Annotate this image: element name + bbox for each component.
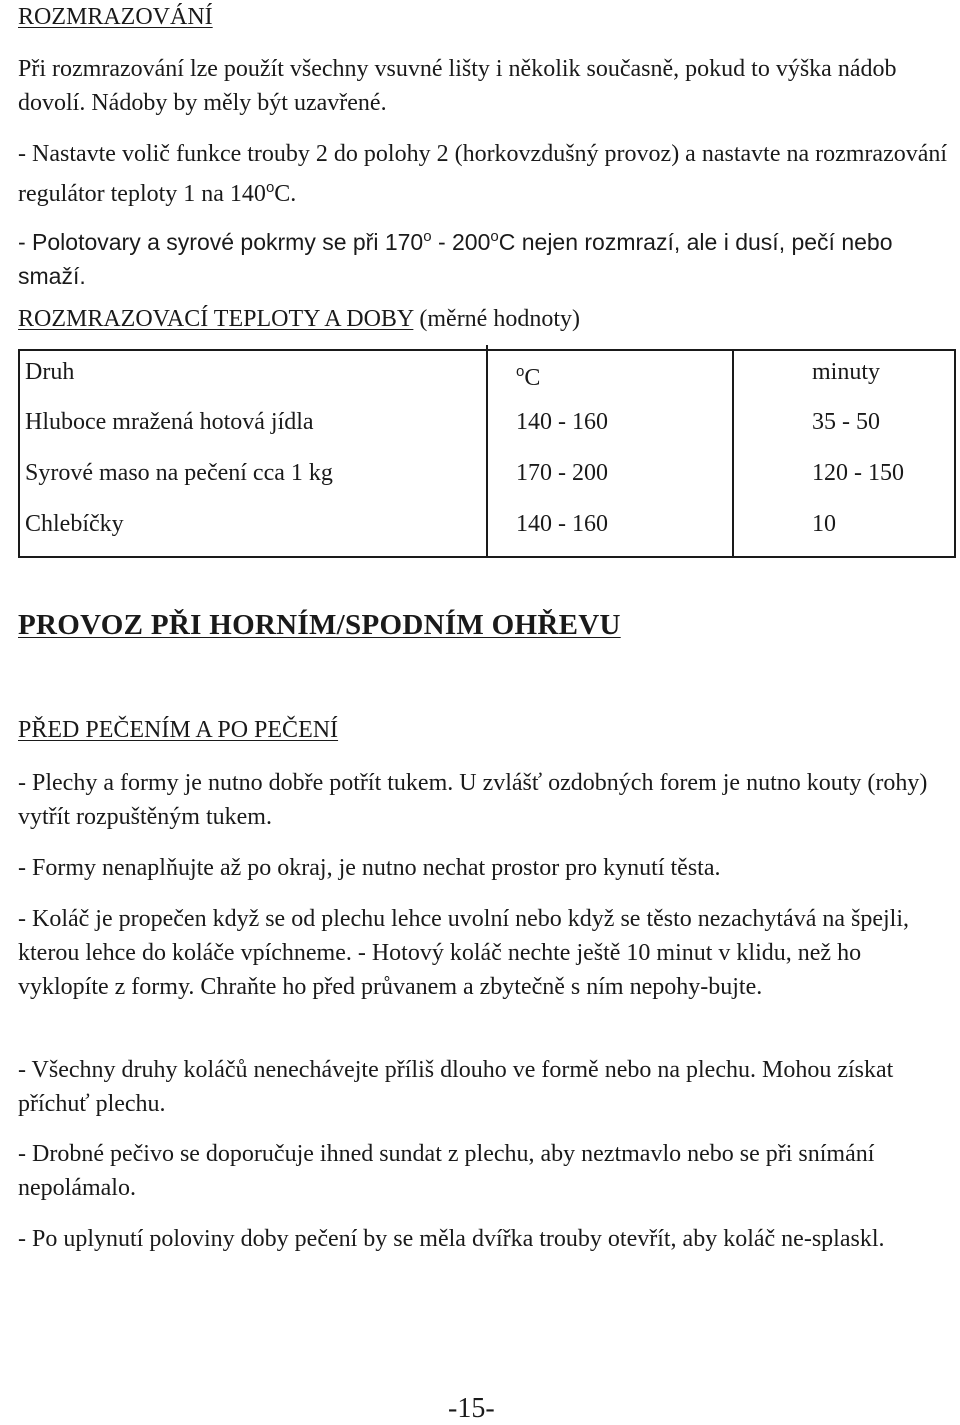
header-temperature: $^o$C	[516, 363, 541, 391]
section-title-top-bottom-heating: PROVOZ PŘI HORNÍM/SPODNÍM OHŘEVU	[18, 609, 621, 641]
paragraph-small-pastry: - Drobné pečivo se doporučuje ihned sundat z plechu, aby neztmavlo nebo se při snímání nepolámalo.	[18, 1141, 875, 1201]
table-row-2-temperature: 170 - 200	[516, 460, 608, 486]
paragraph-fill-forms: - Formy nenaplňujte až po okraj, je nutno nechat prostor pro kynutí těsta.	[18, 855, 721, 881]
header-type: Druh	[25, 359, 75, 385]
page-number: -15-	[448, 1393, 495, 1424]
table-row-3-type: Chlebíčky	[25, 511, 124, 537]
paragraph-set-selector: - Nastavte volič funkce trouby 2 do polohy 2 (horkovzdušný provoz) a nastavte na rozmrazování regulátor teploty 1 na 140$^o$C.	[18, 141, 948, 207]
paragraph-cake-done: - Koláč je propečen když se od plechu lehce uvolní nebo když se těsto nezachytává na špejli, kterou lehce do koláče vpíchneme. - Hotový koláč nechte ještě 10 minut v klidu, než ho vyklopíte z formy. Chraňte ho před průvanem a zbytečně s ním nepohy-bujte.	[18, 906, 909, 1000]
table-column-divider	[486, 345, 488, 556]
table-row-3-temperature: 140 - 160	[516, 511, 608, 537]
table-row-2-minutes: 120 - 150	[812, 460, 904, 486]
section-heading-defrosting: ROZMRAZOVÁNÍ	[18, 4, 213, 30]
defrost-table	[18, 349, 956, 558]
subheading-before-after-baking: PŘED PEČENÍM A PO PEČENÍ	[18, 717, 339, 743]
table-row-1-minutes: 35 - 50	[812, 409, 880, 435]
paragraph-trays-grease: - Plechy a formy je nutno dobře potřít tukem. U zvlášť ozdobných forem je nutno kouty (rohy) vytřít rozpuštěným tukem.	[18, 770, 928, 830]
table-row-1-type: Hluboce mražená hotová jídla	[25, 409, 314, 435]
table-row-1-temperature: 140 - 160	[516, 409, 608, 435]
paragraph-semi-products: - Polotovary a syrové pokrmy se při 170$^o$ - 200$^o$C nejen rozmrazí, ale i dusí, pečí nebo smaží.	[18, 228, 893, 289]
paragraph-half-time: - Po uplynutí poloviny doby pečení by se měla dvířka trouby otevřít, aby koláč ne-splaskl.	[18, 1226, 885, 1252]
table-column-divider	[732, 351, 734, 556]
table-title: ROZMRAZOVACÍ TEPLOTY A DOBY (měrné hodnoty)	[18, 306, 580, 332]
paragraph-intro: Při rozmrazování lze použít všechny vsuvné lišty i několik současně, pokud to výška nádob dovolí. Nádoby by měly být uzavřené.	[18, 56, 897, 116]
table-row-2-type: Syrové maso na pečení cca 1 kg	[25, 460, 333, 486]
table-row-3-minutes: 10	[812, 511, 836, 537]
paragraph-leave-in-form: - Všechny druhy koláčů nenechávejte příliš dlouho ve formě nebo na plechu. Mohou získat příchuť plechu.	[18, 1057, 894, 1117]
header-minutes: minuty	[812, 359, 881, 385]
